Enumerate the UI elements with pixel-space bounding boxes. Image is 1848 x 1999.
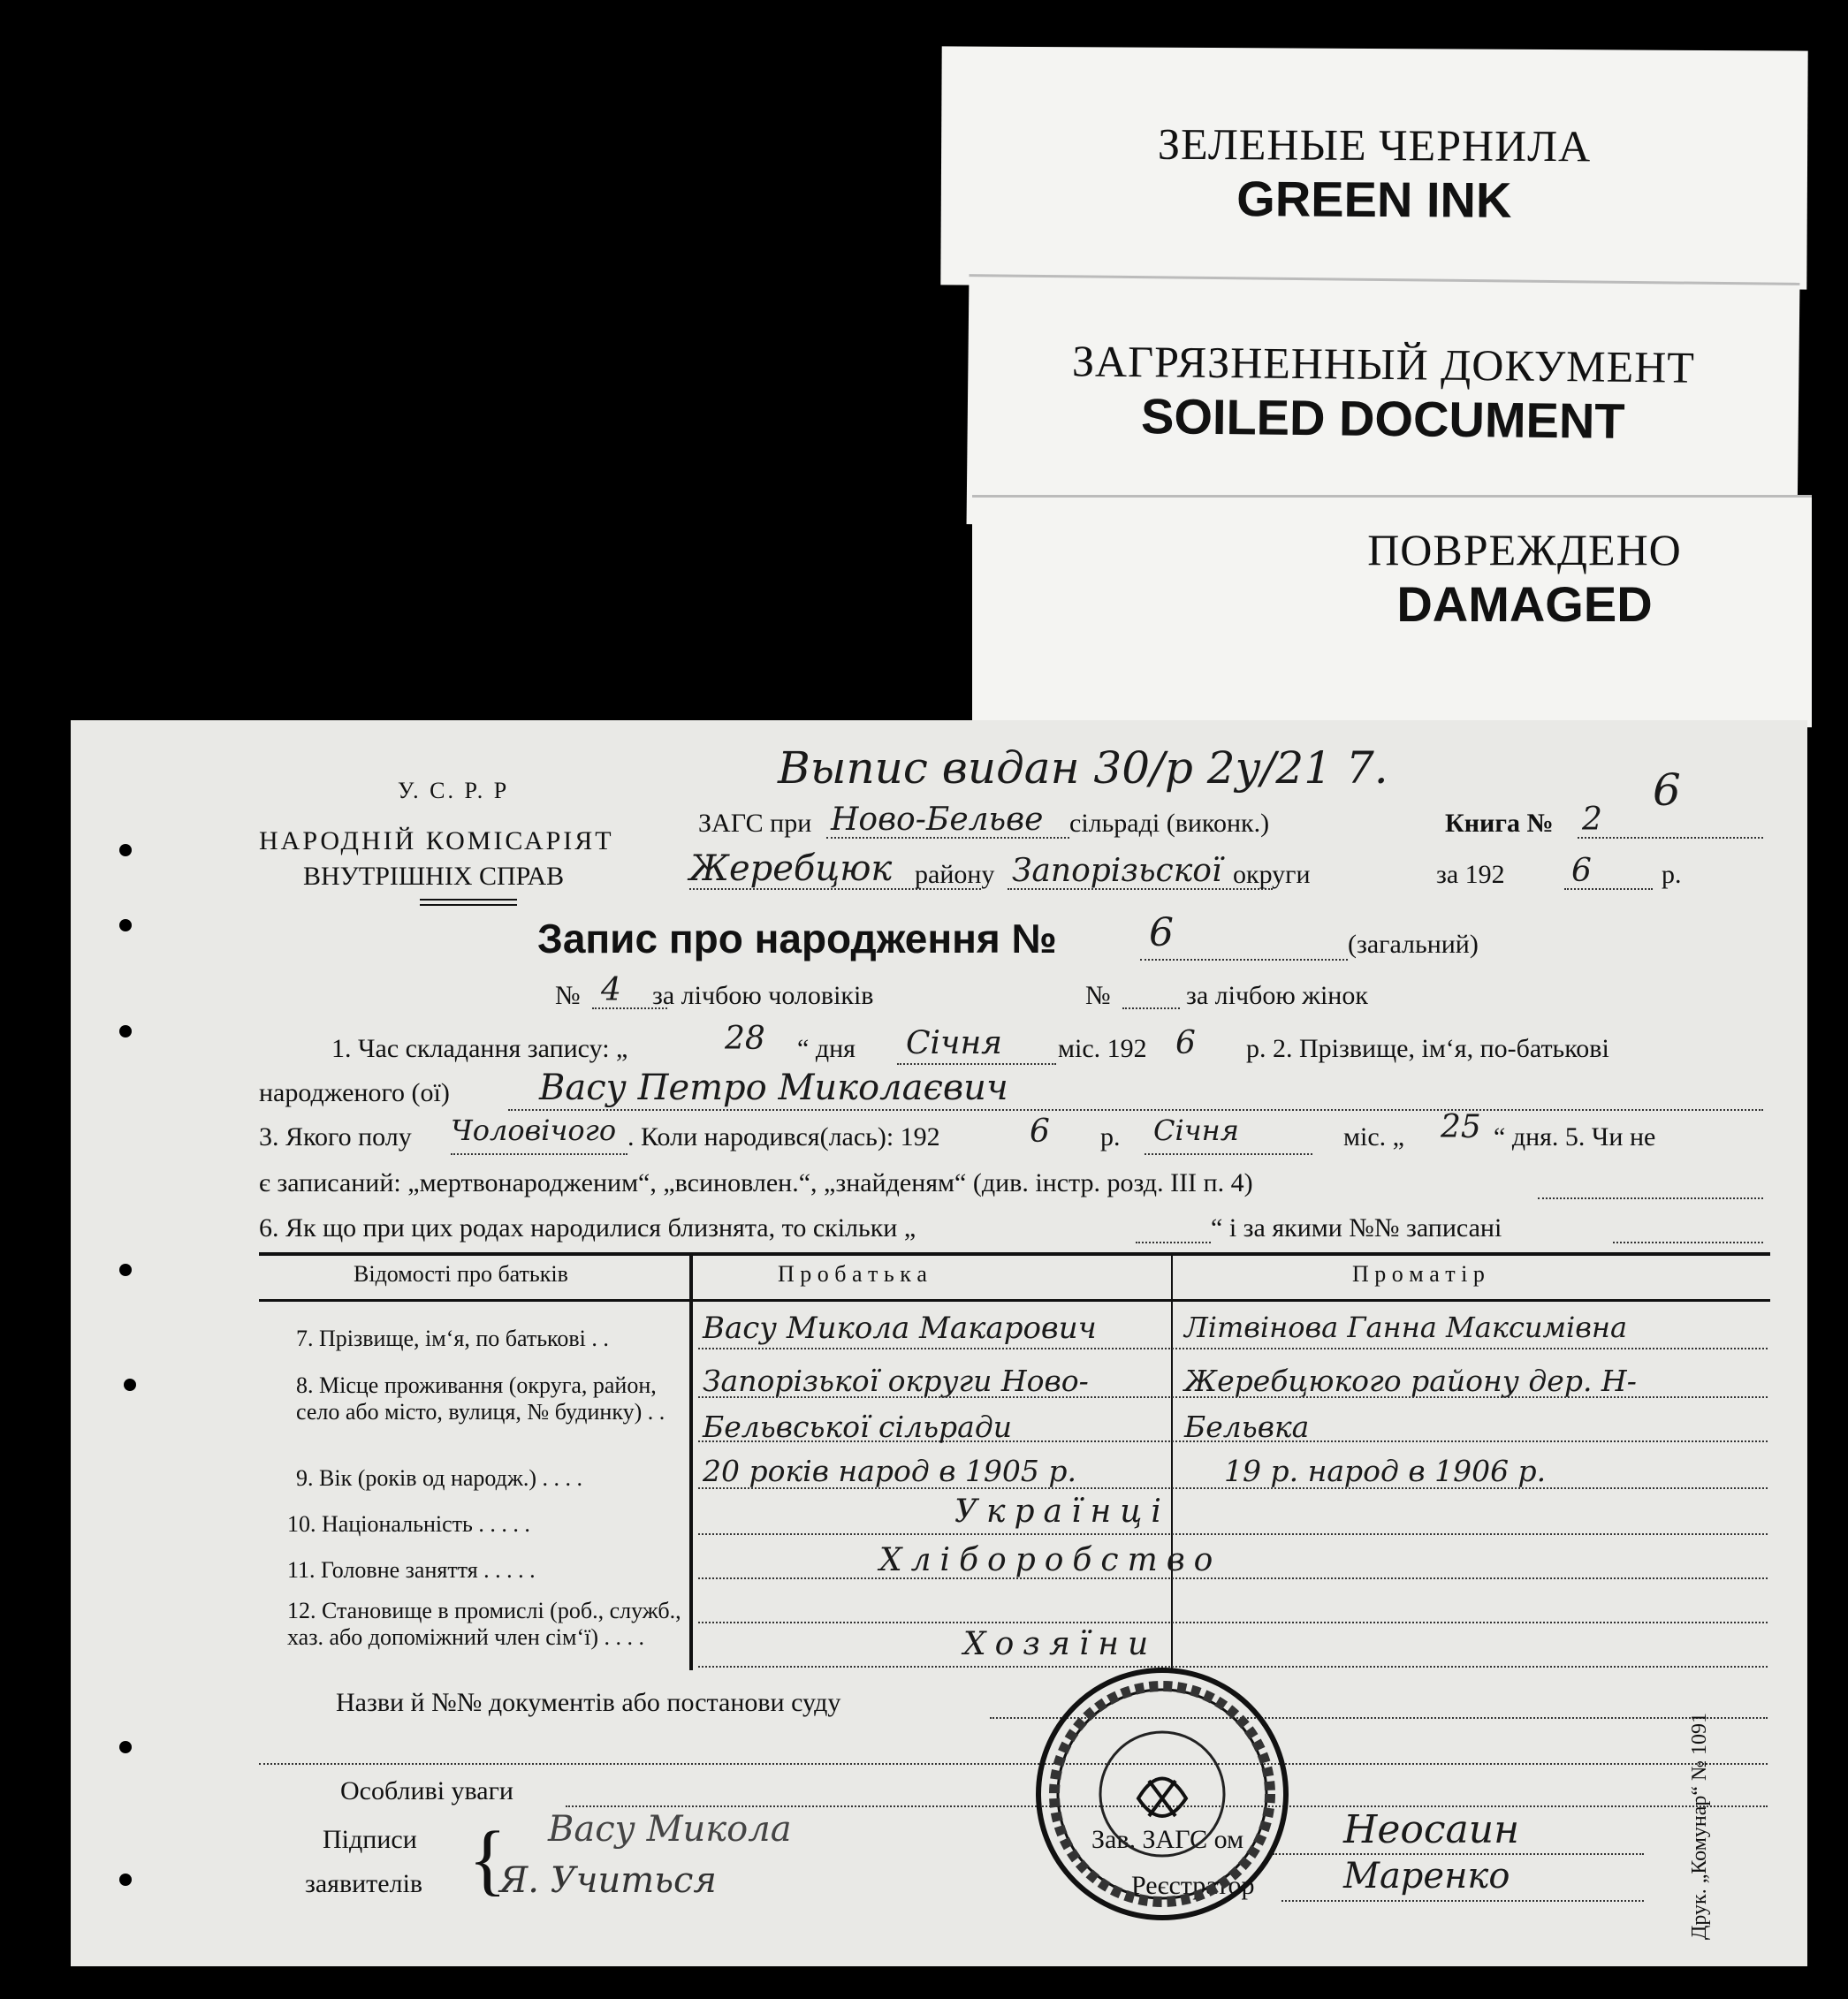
registrar-line — [1281, 1900, 1644, 1902]
punch-hole — [119, 1025, 132, 1038]
documents-line-2 — [259, 1763, 1768, 1765]
year-value: 6 — [1571, 853, 1592, 889]
signatures-label-2: заявителів — [305, 1869, 423, 1898]
handwritten-page-number: 6 — [1653, 764, 1681, 816]
printer-mark: Друк. „Комунар“ № 1091 — [1688, 1713, 1711, 1940]
okrug-value: Запорізьскої — [1012, 853, 1222, 889]
line3-suffix: “ дня. 5. Чи не — [1494, 1122, 1656, 1152]
punch-hole — [124, 1379, 136, 1391]
line3-day: 25 — [1441, 1109, 1481, 1145]
year-prefix: за 192 — [1436, 860, 1505, 889]
registrar-label: Реєстратор — [1131, 1871, 1255, 1900]
women-number-line — [1122, 1007, 1180, 1009]
village-value: Ново-Бельве — [831, 802, 1044, 838]
line1-day: 28 — [725, 1021, 765, 1057]
table-col-mother: П р о м а т і р — [1352, 1261, 1485, 1287]
twins-numbers-line — [1613, 1242, 1763, 1243]
zags-head-label: Зав. ЗАГС ом — [1091, 1825, 1244, 1854]
header-rule — [420, 899, 517, 901]
documents-label: Назви й №№ документів або постанови суду — [336, 1688, 841, 1717]
line4: є записаний: „мертвонародженим“, „всиновлен.“, „знайденям“ (див. інстр. розд. III п. 4) — [259, 1168, 1253, 1197]
row-label-residence — [296, 1372, 685, 1425]
women-number-label: № — [1085, 981, 1111, 1010]
applicant-signature-2: Я. Учиться — [499, 1860, 717, 1901]
punch-hole — [119, 1874, 132, 1886]
damaged-label — [972, 495, 1812, 727]
line3-sex-line — [451, 1153, 627, 1155]
book-label: Книга № — [1445, 809, 1554, 838]
father-residence: Запорізької округи Ново-Бельвської сільради — [703, 1364, 1089, 1444]
line3-born: . Коли народився(лась): 192 — [627, 1122, 940, 1152]
record-number: 6 — [1149, 910, 1174, 955]
men-number-value: 4 — [601, 972, 621, 1008]
applicant-signature-1: Васу Микола — [548, 1809, 792, 1850]
status: Хозяїни — [963, 1626, 1158, 1662]
zags-head-signature: Неосаин — [1343, 1807, 1520, 1852]
damaged-label-en: DAMAGED — [1396, 576, 1653, 632]
table-col-rule — [1171, 1255, 1173, 1670]
commissariat-line2: ВНУТРІШНІХ СПРАВ — [303, 862, 565, 891]
year-suffix: р. — [1662, 860, 1682, 889]
mother-residence: Жеребцюкого району дер. Н-Бельвка — [1184, 1364, 1637, 1444]
mother-name: Літвінова Ганна Максимівна — [1184, 1311, 1628, 1344]
damaged-label-ru: ПОВРЕЖДЕНО — [1367, 525, 1682, 574]
table-dotted-rule — [698, 1622, 1768, 1623]
table-header-rule — [259, 1299, 1770, 1302]
row-label-name: 7. Прізвище, ім‘я, по батькові . . — [296, 1326, 609, 1351]
row-label-status-text: 12. Становище в промислі (роб., служб., хаз. або допоміжний член сім‘ї) . . . . — [287, 1598, 681, 1650]
okrugy-label: округи — [1233, 860, 1311, 889]
line3-prefix: 3. Якого полу — [259, 1122, 412, 1152]
republic-header: У. С. Р. Р — [398, 778, 510, 803]
child-name-value: Васу Петро Миколаєвич — [539, 1068, 1008, 1108]
line2-prefix: народженого (ої) — [259, 1078, 450, 1107]
green-ink-label-ru: ЗЕЛЕНЫЕ ЧЕРНИЛА — [1157, 118, 1592, 171]
green-ink-label-en: GREEN INK — [1236, 171, 1512, 228]
table-col-father: П р о б а т ь к а — [778, 1261, 927, 1287]
row-label-age: 9. Вік (років од народж.) . . . . — [296, 1465, 583, 1491]
line4-field-line — [1538, 1197, 1763, 1199]
women-label: за лічбою жінок — [1186, 981, 1368, 1010]
table-dotted-rule — [698, 1577, 1768, 1579]
father-age: 20 років народ в 1905 р. — [703, 1454, 1077, 1488]
book-value: 2 — [1582, 802, 1602, 838]
registrar-signature: Маренко — [1343, 1856, 1510, 1896]
punch-hole — [119, 1264, 132, 1276]
mother-age: 19 р. народ в 1906 р. — [1224, 1454, 1547, 1488]
row-label-status — [287, 1598, 689, 1651]
zags-head-line — [1273, 1853, 1644, 1855]
table-dotted-rule — [698, 1440, 1768, 1442]
line3-r: р. — [1100, 1122, 1121, 1152]
punch-hole — [119, 844, 132, 856]
table-dotted-rule — [698, 1487, 1768, 1489]
soiled-label-en: SOILED DOCUMENT — [1140, 388, 1625, 449]
round-seal-stamp — [1034, 1666, 1290, 1922]
table-dotted-rule — [698, 1396, 1768, 1398]
table-top-rule — [259, 1252, 1770, 1256]
signatures-label-1: Підписи — [323, 1825, 417, 1854]
rayonu-label: району — [915, 860, 995, 889]
occupation: Хліборобство — [879, 1542, 1222, 1578]
row-label-residence-text: 8. Місце проживання (округа, район, село або місто, вулиця, № будинку) . . — [296, 1372, 665, 1425]
line1-year: 6 — [1175, 1025, 1196, 1061]
table-col-parents: Відомості про батьків — [354, 1261, 568, 1287]
green-ink-label — [940, 46, 1807, 289]
men-label: за лічбою чоловіків — [652, 981, 874, 1010]
table-dotted-rule — [698, 1533, 1768, 1535]
birth-record-form — [71, 720, 1807, 1966]
row-label-occupation: 11. Головне заняття . . . . . — [287, 1557, 536, 1583]
line1-month: Січня — [906, 1025, 1003, 1061]
line5-end: “ і за якими №№ записані — [1211, 1213, 1502, 1243]
zags-pri-label: ЗАГС при — [698, 809, 812, 838]
line3-mis: міс. „ — [1343, 1122, 1404, 1152]
punch-hole — [119, 1741, 132, 1753]
line1-prefix: 1. Час складання запису: „ — [331, 1034, 628, 1063]
table-col-rule — [689, 1255, 693, 1670]
table-dotted-rule — [698, 1348, 1768, 1349]
record-title-suffix: (загальний) — [1348, 930, 1479, 959]
line3-month-line — [1145, 1153, 1312, 1155]
father-name: Васу Микола Макарович — [703, 1311, 1097, 1346]
soiled-label-ru: ЗАГРЯЗНЕННЫЙ ДОКУМЕНТ — [1071, 336, 1696, 392]
punch-hole — [119, 919, 132, 931]
line2-field-line — [508, 1109, 1763, 1111]
record-number-line — [1140, 959, 1348, 961]
line5: 6. Як що при цих родах народилися близнята, то скільки „ — [259, 1213, 916, 1243]
twins-count-line — [1136, 1242, 1211, 1243]
row-label-nationality: 10. Національність . . . . . — [287, 1511, 530, 1537]
header-rule — [420, 904, 517, 906]
line1-mid: “ дня — [797, 1034, 856, 1063]
soiled-document-label — [967, 274, 1800, 533]
silradi-label: сільраді (виконк.) — [1069, 809, 1270, 838]
signatures-brace: { — [468, 1816, 507, 1904]
line3-month: Січня — [1153, 1114, 1239, 1147]
nationality: Українці — [954, 1494, 1170, 1530]
men-number-label: № — [555, 981, 581, 1010]
notes-label: Особливі уваги — [340, 1776, 513, 1805]
district-value: Жеребцюк — [689, 848, 893, 889]
line3-sex: Чоловічого — [451, 1114, 617, 1147]
line3-year: 6 — [1030, 1114, 1050, 1150]
commissariat-line1: НАРОДНІЙ КОМІСАРІЯТ — [259, 826, 614, 855]
line1-mis: міс. 192 — [1058, 1034, 1147, 1063]
handwritten-issue-note: Выпис видан 30/р 2у/21 7. — [778, 742, 1388, 794]
line1-month-line — [897, 1063, 1056, 1065]
book-field-line — [1578, 837, 1763, 839]
line1-suffix: р. 2. Прізвище, ім‘я, по-батькові — [1246, 1034, 1609, 1063]
record-title: Запис про народження № — [537, 916, 1057, 961]
